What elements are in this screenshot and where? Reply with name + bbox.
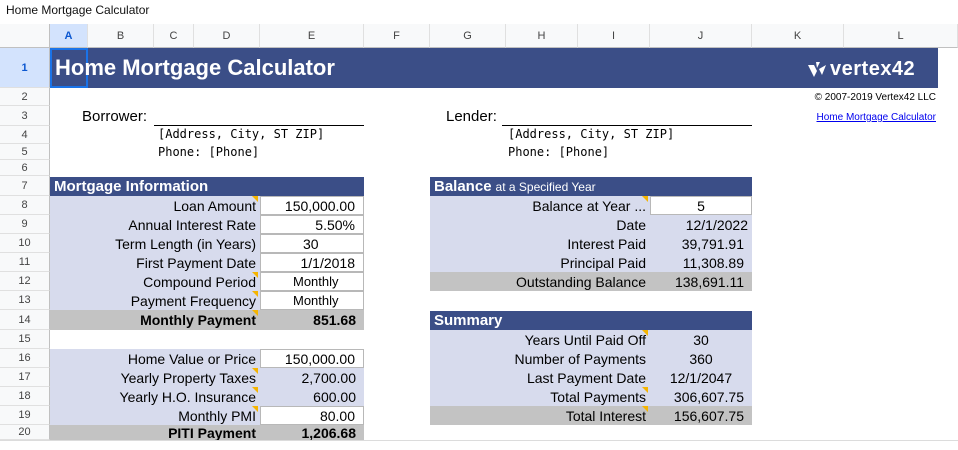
page-title: Home Mortgage Calculator	[55, 55, 335, 80]
borrower-name-field[interactable]	[154, 106, 364, 126]
total-payments-value: 306,607.75	[673, 388, 744, 405]
piti-payment-label: PITI Payment	[168, 425, 256, 440]
select-all-corner[interactable]	[0, 24, 50, 48]
column-header-i[interactable]: I	[578, 24, 650, 48]
insurance-label: Yearly H.O. Insurance	[119, 388, 256, 405]
column-header-l[interactable]: L	[844, 24, 958, 48]
row-header-13[interactable]: 13	[0, 291, 50, 310]
balance-date-label: Date	[616, 216, 646, 233]
piti-payment-value: 1,206.68	[301, 425, 356, 440]
comment-marker-icon	[642, 387, 648, 393]
comment-marker-icon	[252, 272, 258, 278]
outstanding-balance-value: 138,691.11	[674, 273, 744, 290]
vertex42-logo	[806, 56, 915, 82]
borrower-address[interactable]: [Address, City, ST ZIP]	[158, 127, 325, 141]
row-header-2[interactable]: 2	[0, 88, 50, 106]
principal-paid-label: Principal Paid	[560, 254, 646, 271]
comment-marker-icon	[252, 368, 258, 374]
column-header-d[interactable]: D	[194, 24, 260, 48]
copyright-text: © 2007-2019 Vertex42 LLC	[814, 92, 936, 103]
vertex42-logo-icon	[806, 59, 828, 79]
row-header-9[interactable]: 9	[0, 215, 50, 234]
compound-period-label: Compound Period	[143, 273, 256, 290]
term-length-input[interactable]: 30	[260, 234, 364, 253]
insurance-value[interactable]: 600.00	[313, 388, 356, 405]
column-header-h[interactable]: H	[506, 24, 578, 48]
property-taxes-value[interactable]: 2,700.00	[301, 369, 356, 386]
lender-phone[interactable]: Phone: [Phone]	[508, 145, 610, 159]
home-value-input[interactable]: 150,000.00	[260, 349, 364, 368]
last-payment-date-label: Last Payment Date	[526, 369, 646, 386]
property-taxes-label: Yearly Property Taxes	[120, 369, 256, 386]
row-header-16[interactable]: 16	[0, 349, 50, 368]
monthly-payment-label: Monthly Payment	[140, 312, 256, 328]
number-of-payments-value: 360	[689, 350, 713, 367]
row-header-17[interactable]: 17	[0, 368, 50, 387]
interest-paid-value: 39,791.91	[681, 235, 744, 252]
last-payment-date-value: 12/1/2047	[669, 369, 733, 386]
column-header-e[interactable]: E	[260, 24, 364, 48]
row-header-12[interactable]: 12	[0, 272, 50, 291]
comment-marker-icon	[642, 406, 648, 412]
pmi-label: Monthly PMI	[178, 407, 256, 424]
total-interest-label: Total Interest	[565, 407, 646, 424]
vertex42-logo-text: vertex42	[830, 57, 916, 80]
loan-amount-label: Loan Amount	[173, 197, 256, 214]
row-header-15[interactable]: 15	[0, 330, 50, 349]
mortgage-info-header: Mortgage Information	[50, 177, 364, 196]
row-header-11[interactable]: 11	[0, 253, 50, 272]
sheet-bottom-edge	[0, 440, 958, 450]
compound-period-select[interactable]: Monthly	[260, 272, 364, 291]
balance-header-suffix: at a Specified Year	[495, 179, 596, 194]
monthly-payment-value: 851.68	[313, 312, 356, 328]
row-header-8[interactable]: 8	[0, 196, 50, 215]
row-header-6[interactable]: 6	[0, 160, 50, 176]
first-payment-input[interactable]: 1/1/2018	[260, 253, 364, 272]
summary-header: Summary	[430, 311, 752, 330]
row-header-5[interactable]: 5	[0, 144, 50, 160]
principal-paid-value: 11,308.89	[682, 254, 744, 271]
row-header-18[interactable]: 18	[0, 387, 50, 406]
piti-payment-row	[50, 425, 364, 440]
window-title: Home Mortgage Calculator	[0, 0, 958, 24]
comment-marker-icon	[252, 291, 258, 297]
years-until-paid-label: Years Until Paid Off	[524, 331, 646, 348]
lender-label: Lender:	[446, 107, 497, 125]
column-header-j[interactable]: J	[650, 24, 752, 48]
years-until-paid-value: 30	[693, 331, 709, 348]
borrower-label: Borrower:	[82, 107, 148, 125]
loan-amount-input[interactable]: 150,000.00	[260, 196, 364, 215]
interest-rate-label: Annual Interest Rate	[128, 216, 256, 233]
number-of-payments-label: Number of Payments	[514, 350, 646, 367]
column-header-k[interactable]: K	[752, 24, 844, 48]
row-header-1[interactable]: 1	[0, 48, 50, 88]
payment-frequency-select[interactable]: Monthly	[260, 291, 364, 310]
row-header-4[interactable]: 4	[0, 126, 50, 144]
column-header-a[interactable]: A	[50, 24, 88, 48]
outstanding-balance-label: Outstanding Balance	[516, 273, 646, 290]
term-length-label: Term Length (in Years)	[115, 235, 256, 252]
row-header-3[interactable]: 3	[0, 106, 50, 126]
comment-marker-icon	[642, 330, 648, 336]
column-header-c[interactable]: C	[154, 24, 194, 48]
balance-header-title: Balance	[434, 178, 492, 195]
balance-date-value: 12/1/2022	[685, 216, 748, 233]
column-header-b[interactable]: B	[88, 24, 154, 48]
comment-marker-icon	[252, 310, 258, 316]
balance-header	[430, 177, 752, 196]
interest-rate-input[interactable]: 5.50%	[260, 215, 364, 234]
calculator-link[interactable]: Home Mortgage Calculator	[816, 112, 936, 123]
borrower-phone[interactable]: Phone: [Phone]	[158, 145, 260, 159]
pmi-input[interactable]: 80.00	[260, 406, 364, 425]
row-header-7[interactable]: 7	[0, 176, 50, 196]
comment-marker-icon	[252, 196, 258, 202]
column-header-g[interactable]: G	[430, 24, 506, 48]
lender-address[interactable]: [Address, City, ST ZIP]	[508, 127, 675, 141]
lender-name-field[interactable]	[502, 106, 752, 126]
balance-year-label: Balance at Year ...	[532, 197, 646, 214]
first-payment-label: First Payment Date	[136, 254, 256, 271]
row-header-10[interactable]: 10	[0, 234, 50, 253]
comment-marker-icon	[642, 196, 648, 202]
row-header-20[interactable]: 20	[0, 425, 50, 440]
row-header-19[interactable]: 19	[0, 406, 50, 425]
comment-marker-icon	[252, 406, 258, 412]
comment-marker-icon	[252, 387, 258, 393]
column-header-f[interactable]: F	[364, 24, 430, 48]
payment-frequency-label: Payment Frequency	[130, 292, 256, 309]
row-header-14[interactable]: 14	[0, 310, 50, 330]
total-interest-value: 156,607.75	[673, 407, 744, 424]
home-value-label: Home Value or Price	[127, 350, 256, 367]
interest-paid-label: Interest Paid	[567, 235, 646, 252]
balance-year-input[interactable]: 5	[650, 196, 752, 215]
total-payments-label: Total Payments	[550, 388, 646, 405]
